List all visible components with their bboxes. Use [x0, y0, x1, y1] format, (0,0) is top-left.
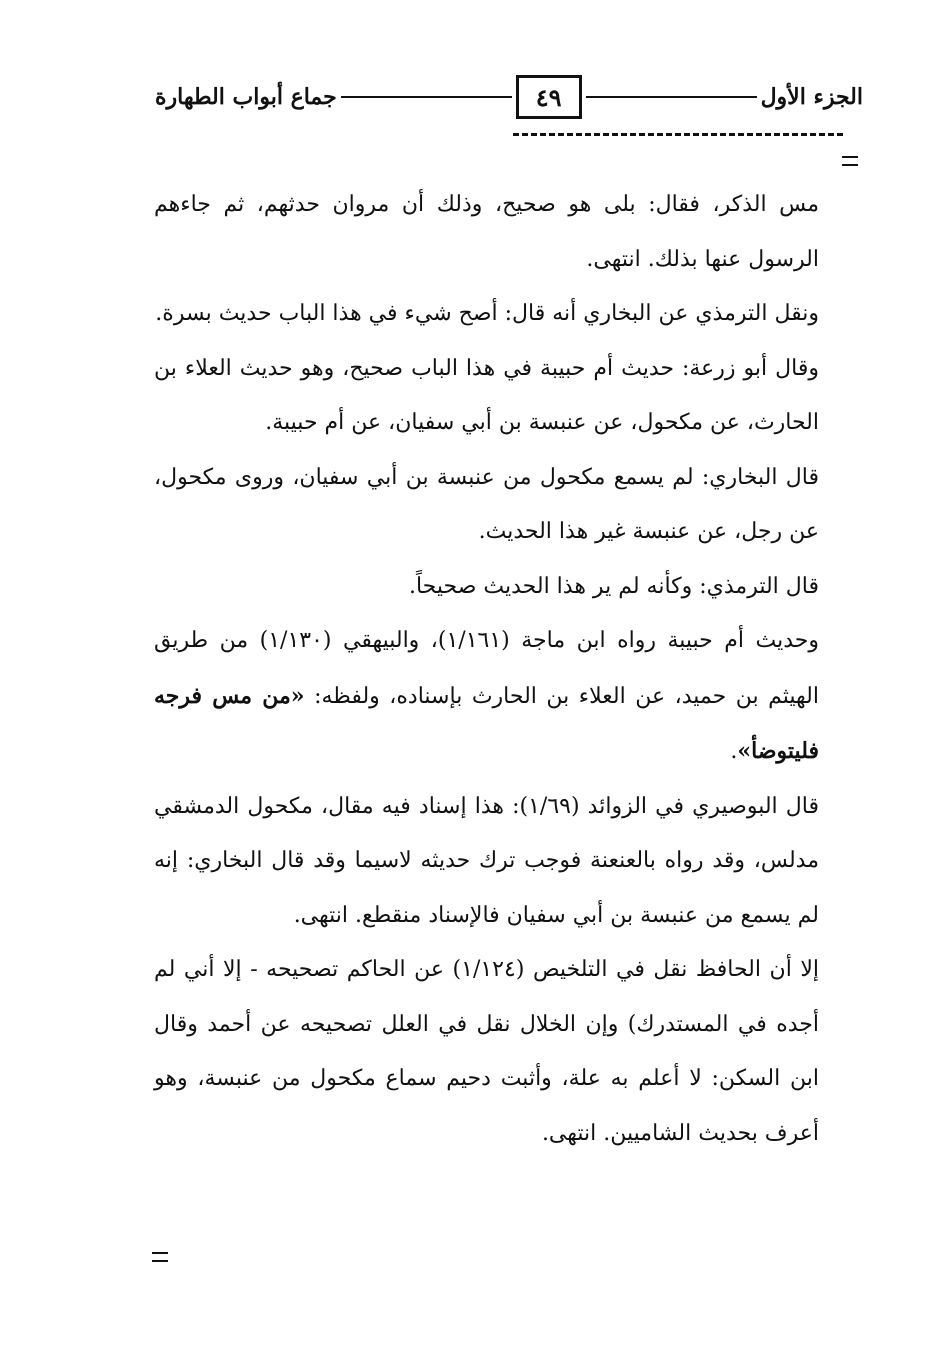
- paragraph: قال البوصيري في الزوائد (١/٦٩): هذا إسناد فيه مقال، مكحول الدمشقي مدلس، وقد رواه بالعنعنة فوجب ترك حديثه لاسيما وقد قال البخاري: إنه لم يسمع من عنبسة بن أبي سفيان فالإسناد منقطع. انتهى.: [154, 793, 819, 928]
- paragraph-tail: .: [730, 739, 738, 764]
- header-rule-right: [586, 96, 757, 98]
- paragraph: قال البخاري: لم يسمع مكحول من عنبسة بن أبي سفيان، وروى مكحول، عن رجل، عن عنبسة غير هذا الحديث.: [154, 464, 819, 544]
- header-rule-left: [341, 96, 512, 98]
- hadith-quote: «من مس فرجه فليتوضأ»: [154, 682, 819, 764]
- dashed-separator: [513, 133, 843, 136]
- paragraph-text: وحديث أم حبيبة رواه ابن ماجة (١/١٦١)، والبيهقي (١/١٣٠) من طريق الهيثم بن حميد، عن العلاء بن الحارث بإسناده، ولفظه:: [154, 628, 820, 709]
- paragraph: إلا أن الحافظ نقل في التلخيص (١/١٢٤) عن الحاكم تصحيحه - إلا أني لم أجده في المستدرك) وإن الخلال نقل في العلل تصحيحه عن أحمد وقال ابن السكن: لا أعلم به علة، وأثبت دحيم سماع مكحول من عنبسة، وهو أعرف بحديث الشاميين. انتهى.: [154, 957, 820, 1146]
- paragraph: مس الذكر، فقال: بلى هو صحيح، وذلك أن مروان حدثهم، ثم جاءهم الرسول عنها بذلك. انتهى.: [154, 192, 819, 272]
- paragraph: [154, 614, 819, 780]
- chapter-title: جماع أبواب الطهارة: [155, 84, 337, 110]
- paragraph: قال الترمذي: وكأنه لم ير هذا الحديث صحيحاً.: [408, 573, 819, 599]
- volume-title: الجزء الأول: [760, 84, 863, 110]
- paragraph: ونقل الترمذي عن البخاري أنه قال: أصح شيء في هذا الباب حديث بسرة.: [155, 301, 819, 326]
- continuation-mark-top: [842, 156, 858, 166]
- page-number: ٤٩: [516, 75, 582, 119]
- body-text: [154, 178, 819, 1161]
- page-header: [155, 72, 863, 122]
- paragraph: وقال أبو زرعة: حديث أم حبيبة في هذا الباب صحيح، وهو حديث العلاء بن الحارث، عن مكحول، عن عنبسة بن أبي سفيان، عن أم حبيبة.: [154, 355, 819, 435]
- continuation-mark-bottom: [152, 1252, 168, 1262]
